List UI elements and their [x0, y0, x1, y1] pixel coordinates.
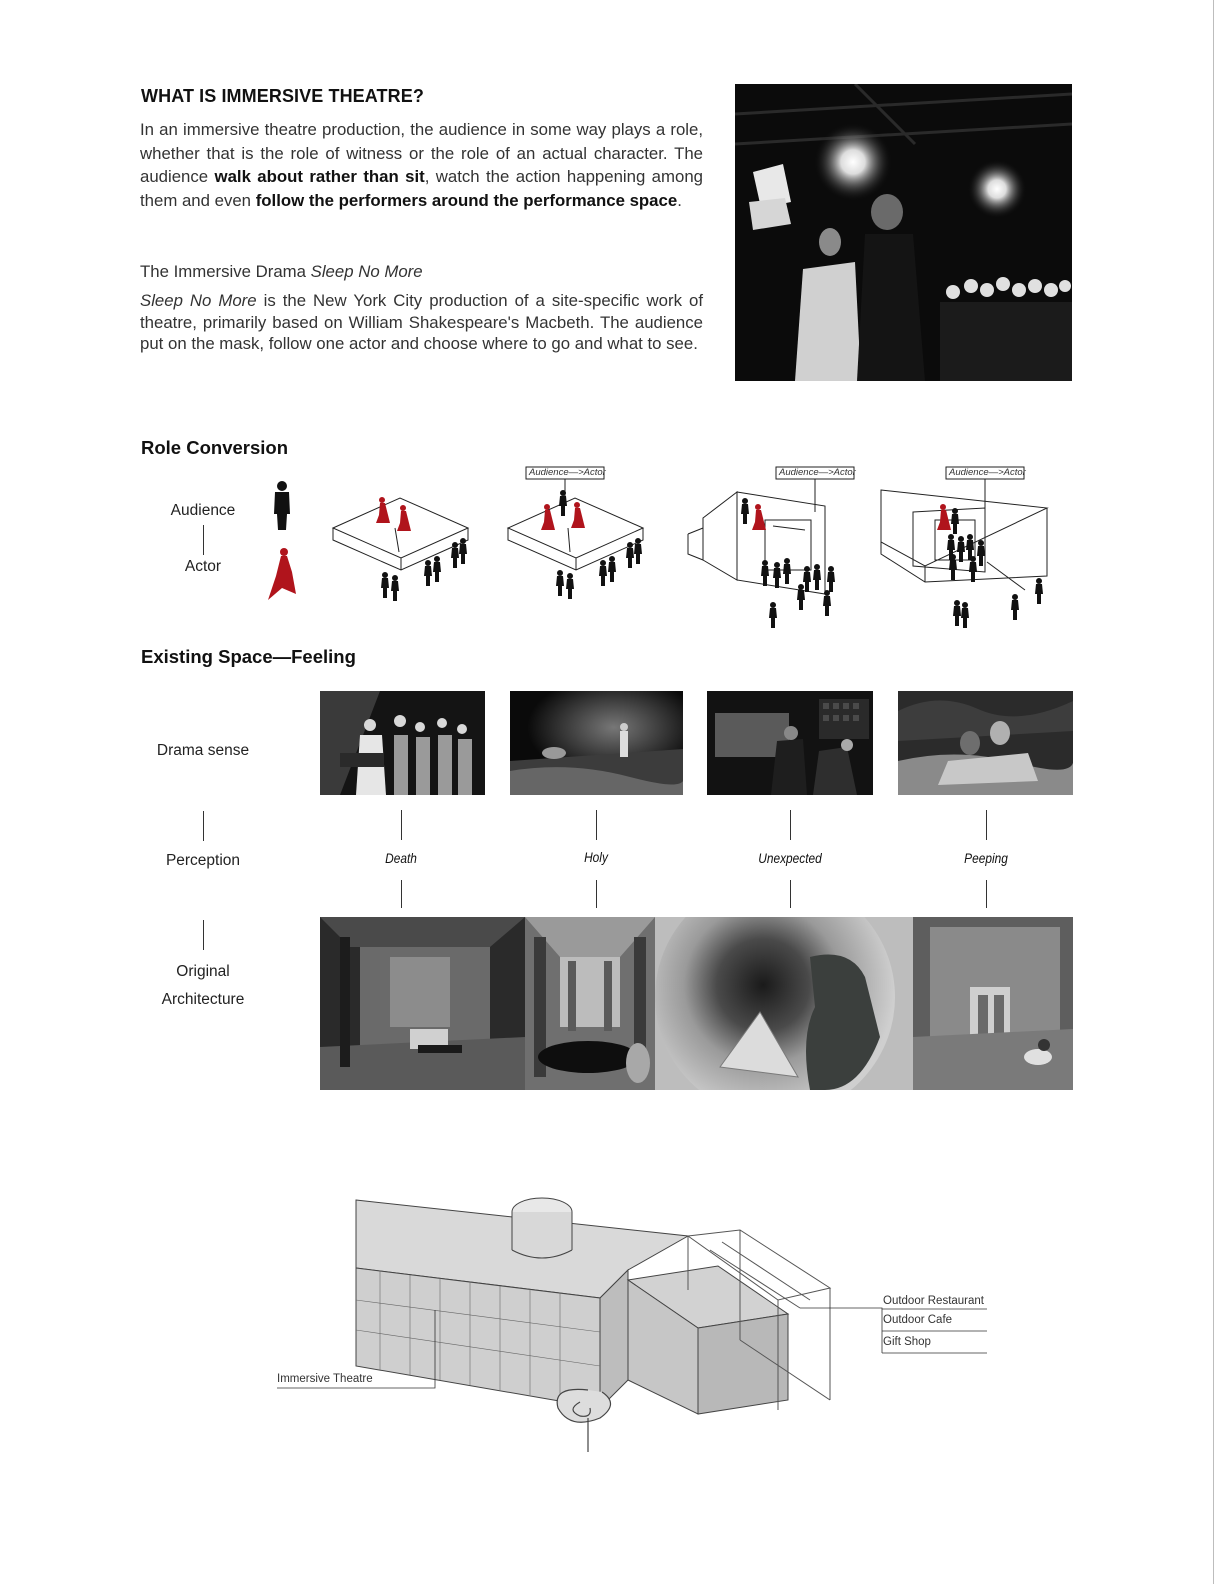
- actor-figure-icon: [268, 548, 296, 600]
- drama-photo-unexpected: [707, 691, 873, 795]
- label-outdoor-cafe: Outdoor Cafe: [883, 1314, 953, 1326]
- perception-tick-top-1: [401, 810, 402, 840]
- existing-space-title: Existing Space—Feeling: [141, 646, 356, 667]
- label-gift-shop: Gift Shop: [883, 1336, 931, 1348]
- perception-tick-bottom-4: [986, 880, 987, 908]
- perception-tick-bottom-2: [596, 880, 597, 908]
- intro-paragraph: [140, 118, 703, 212]
- drama-paragraph-italic: Sleep No More: [140, 291, 257, 310]
- role-tag-4: Audience—>Actor: [949, 467, 1026, 478]
- perception-unexpected: Unexpected: [758, 850, 822, 866]
- perception-death: Death: [385, 850, 417, 866]
- audience-figure-icon: [274, 481, 290, 530]
- role-diagrams: [325, 462, 1060, 632]
- role-tag-3: Audience—>Actor: [779, 467, 856, 478]
- drama-photo-death: [320, 691, 485, 795]
- row-label-architecture: Architecture: [161, 991, 245, 1008]
- perception-holy: Holy: [584, 849, 608, 865]
- intro-bold-2: follow the performers around the performance space: [255, 190, 678, 210]
- label-immersive-theatre: Immersive Theatre: [277, 1373, 373, 1385]
- page-title: WHAT IS IMMERSIVE THEATRE?: [141, 86, 424, 106]
- row-connector-2: [203, 920, 204, 950]
- row-label-drama-sense: Drama sense: [156, 742, 250, 759]
- intro-bold-1: walk about rather than sit: [214, 167, 425, 186]
- drama-name: Sleep No More: [310, 262, 423, 281]
- perception-tick-top-2: [596, 810, 597, 840]
- role-diagram-3: [688, 467, 854, 628]
- intro-text-1: In an immersive theatre production, the audience in some way plays a role, whether that is the role of witness or the role of an actual character. The audience: [140, 120, 703, 186]
- drama-photo-holy: [510, 691, 683, 795]
- row-connector-1: [203, 811, 204, 841]
- drama-heading: [140, 262, 423, 282]
- legend-actor-label: Actor: [184, 558, 222, 575]
- hero-photo: [735, 84, 1072, 381]
- role-diagram-4: [881, 467, 1047, 628]
- page-edge-line: [1213, 0, 1214, 1584]
- role-conversion-title: Role Conversion: [141, 437, 288, 458]
- perception-peeping: Peeping: [964, 850, 1008, 866]
- role-tag-2: Audience—>Actor: [529, 467, 606, 478]
- legend-audience-label: Audience: [170, 502, 236, 519]
- label-outdoor-restaurant: Outdoor Restaurant: [883, 1295, 985, 1307]
- drama-paragraph-text: is the New York City production of a site-specific work of theatre, primarily based on William Shakespeare's Macbeth. The audience put on the mask, follow one actor and choose where to go and what to see.: [140, 291, 703, 353]
- role-diagram-2: [508, 467, 643, 599]
- legend-figures: [262, 476, 298, 602]
- drama-photo-peeping: [898, 691, 1073, 795]
- drama-paragraph: [140, 290, 703, 355]
- role-diagram-1: [333, 497, 468, 601]
- row-label-perception: Perception: [165, 852, 241, 869]
- perception-tick-top-4: [986, 810, 987, 840]
- drama-label: The Immersive Drama: [140, 262, 311, 281]
- legend-connector: [203, 525, 204, 555]
- row-label-original: Original: [176, 963, 230, 980]
- perception-tick-bottom-3: [790, 880, 791, 908]
- perception-tick-top-3: [790, 810, 791, 840]
- intro-text-3: .: [677, 190, 682, 210]
- original-architecture-collage: [320, 917, 1073, 1090]
- intro-text-2: , watch the action happening among them and even: [140, 167, 703, 210]
- perception-tick-bottom-1: [401, 880, 402, 908]
